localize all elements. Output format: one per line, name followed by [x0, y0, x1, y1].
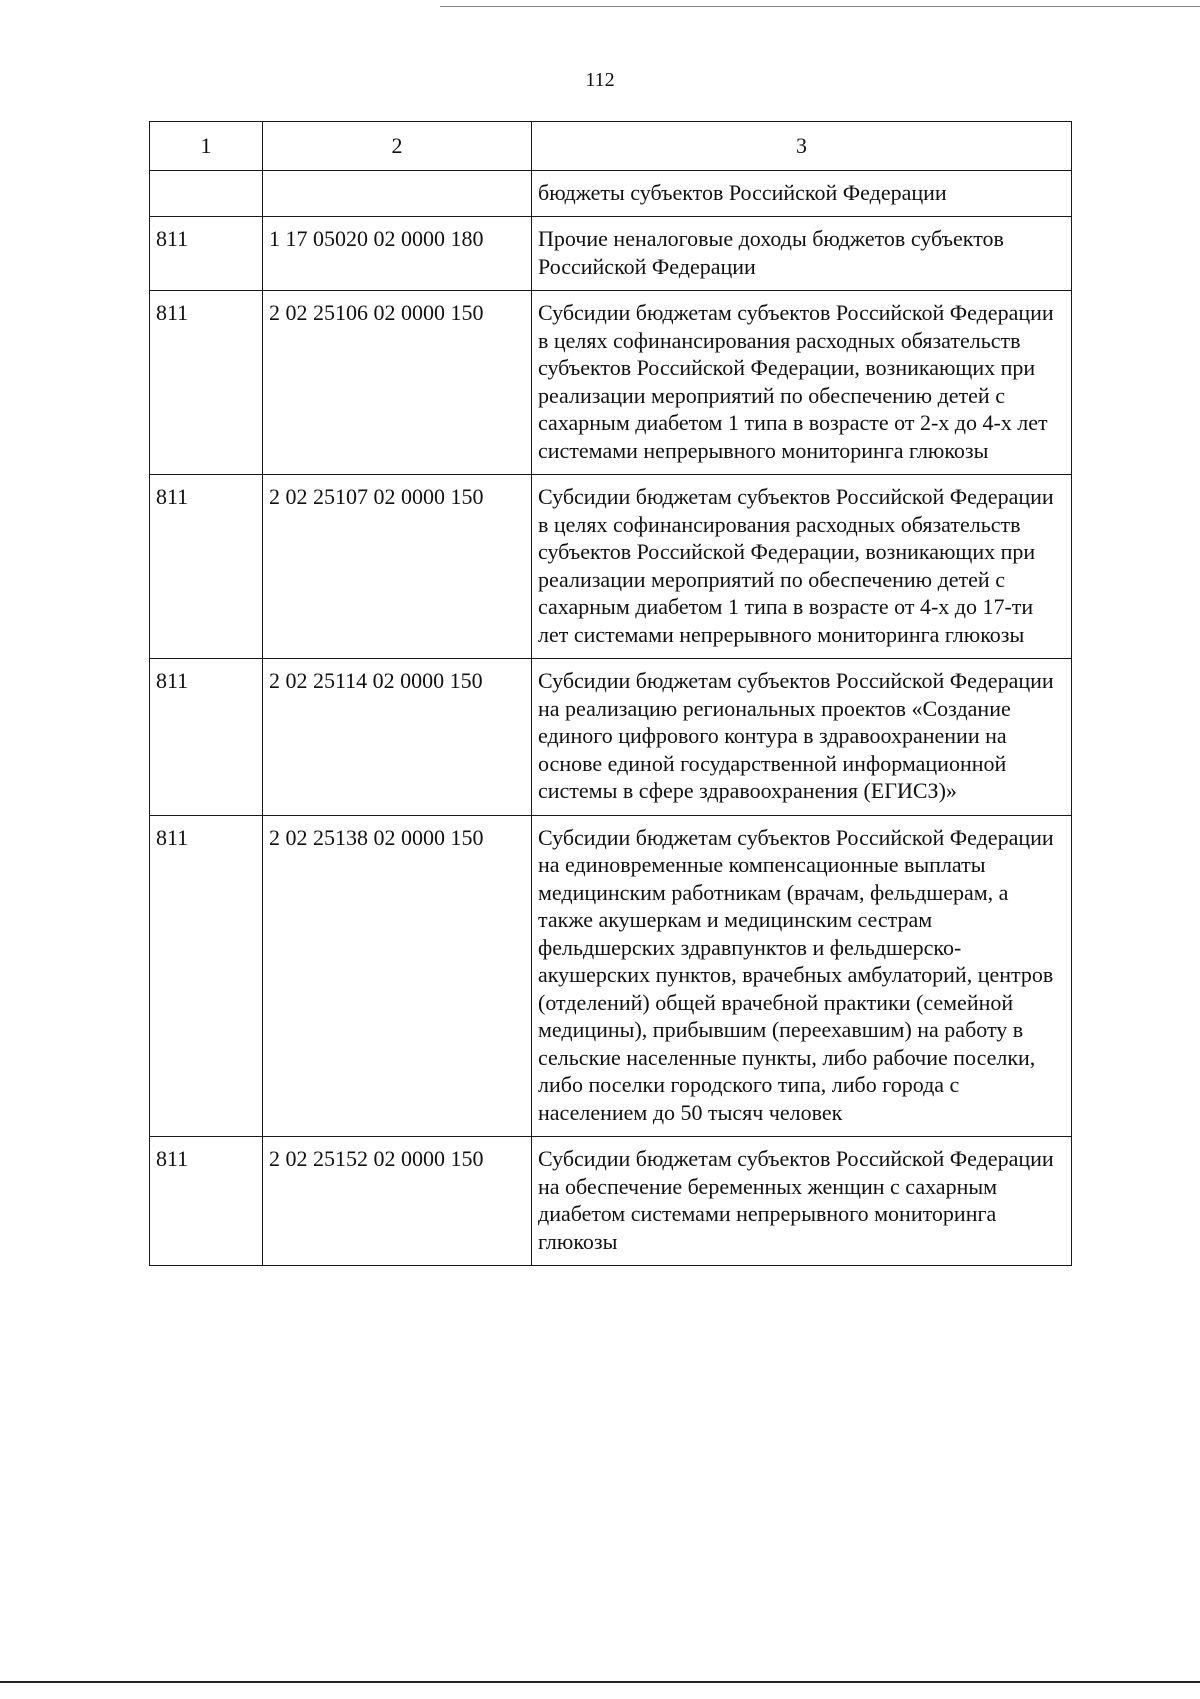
description-cell: бюджеты субъектов Российской Федерации: [532, 170, 1072, 217]
description-cell: Прочие неналоговые доходы бюджетов субъектов Российской Федерации: [532, 217, 1072, 291]
admin-code-cell: 811: [150, 659, 263, 816]
scan-edge-line: [440, 6, 1200, 7]
table-row: [150, 815, 1072, 1137]
budget-code-cell: [263, 170, 532, 217]
budget-code-cell: 2 02 25138 02 0000 150: [263, 815, 532, 1137]
revenue-codes-table: [149, 121, 1072, 1266]
admin-code-cell: 811: [150, 1137, 263, 1266]
column-header-1: 1: [150, 122, 263, 171]
table-row: [150, 475, 1072, 659]
column-header-3: 3: [532, 122, 1072, 171]
admin-code-cell: 811: [150, 815, 263, 1137]
table-row: [150, 659, 1072, 816]
budget-code-cell: 2 02 25107 02 0000 150: [263, 475, 532, 659]
table-row: [150, 291, 1072, 475]
admin-code-cell: 811: [150, 475, 263, 659]
budget-code-cell: 2 02 25114 02 0000 150: [263, 659, 532, 816]
table-row: [150, 1137, 1072, 1266]
column-header-2: 2: [263, 122, 532, 171]
table-header-row: [150, 122, 1072, 171]
table-row: [150, 170, 1072, 217]
admin-code-cell: 811: [150, 217, 263, 291]
budget-code-cell: 2 02 25152 02 0000 150: [263, 1137, 532, 1266]
scan-edge-line: [0, 1681, 1200, 1683]
description-cell: Субсидии бюджетам субъектов Российской Федерации на реализацию региональных проектов «Создание единого цифрового контура в здравоохранении на основе единой государственной информационной системы в сфере здравоохранения (ЕГИСЗ)»: [532, 659, 1072, 816]
budget-code-cell: 1 17 05020 02 0000 180: [263, 217, 532, 291]
budget-code-cell: 2 02 25106 02 0000 150: [263, 291, 532, 475]
description-cell: Субсидии бюджетам субъектов Российской Федерации в целях софинансирования расходных обязательств субъектов Российской Федерации, возникающих при реализации мероприятий по обеспечению детей с сахарным диабетом 1 типа в возрасте от 2-х до 4-х лет системами непрерывного мониторинга глюкозы: [532, 291, 1072, 475]
description-cell: Субсидии бюджетам субъектов Российской Федерации на обеспечение беременных женщин с сахарным диабетом системами непрерывного мониторинга глюкозы: [532, 1137, 1072, 1266]
table-row: [150, 217, 1072, 291]
page-number: 112: [585, 69, 615, 91]
admin-code-cell: [150, 170, 263, 217]
description-cell: Субсидии бюджетам субъектов Российской Федерации на единовременные компенсационные выплаты медицинским работникам (врачам, фельдшерам, а также акушеркам и медицинским сестрам фельдшерских здравпунктов и фельдшерско-акушерских пунктов, врачебных амбулаторий, центров (отделений) общей врачебной практики (семейной медицины), прибывшим (переехавшим) на работу в сельские населенные пункты, либо рабочие поселки, либо поселки городского типа, либо города с населением до 50 тысяч человек: [532, 815, 1072, 1137]
description-cell: Субсидии бюджетам субъектов Российской Федерации в целях софинансирования расходных обязательств субъектов Российской Федерации, возникающих при реализации мероприятий по обеспечению детей с сахарным диабетом 1 типа в возрасте от 4-х до 17-ти лет системами непрерывного мониторинга глюкозы: [532, 475, 1072, 659]
admin-code-cell: 811: [150, 291, 263, 475]
